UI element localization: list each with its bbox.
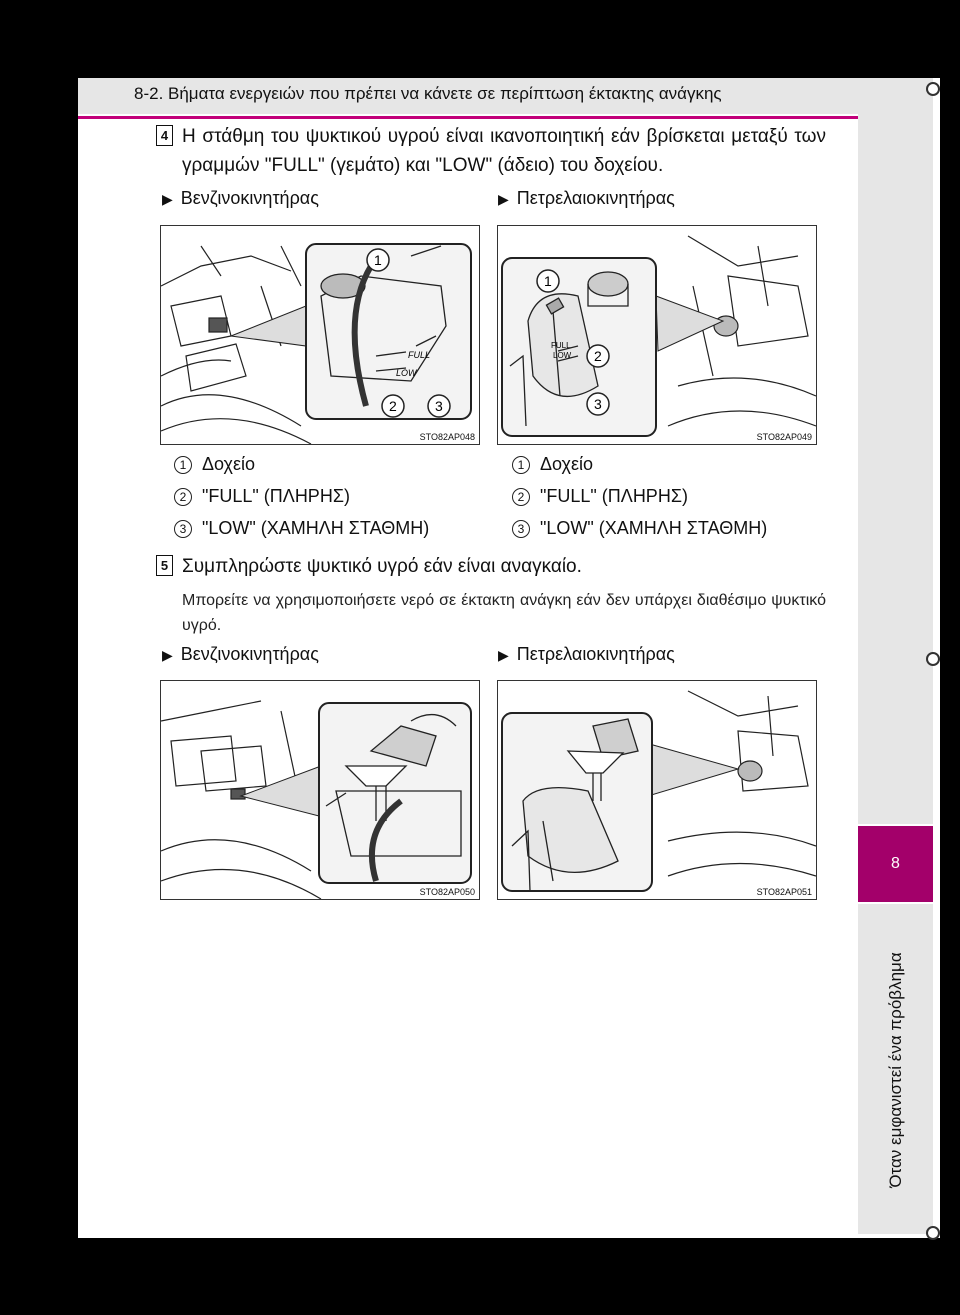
chapter-number-tab[interactable]: 8 (858, 826, 933, 902)
diesel-reservoir-illustration (498, 226, 816, 444)
registration-mark (926, 1226, 940, 1240)
callout-1-diesel (537, 270, 559, 292)
full-mark-label-diesel: FULL (551, 341, 571, 350)
callout-1 (367, 249, 389, 271)
step-5-text: Συμπληρώστε ψυκτικό υγρό εάν είναι αναγκαίο. (182, 556, 582, 577)
petrol-reservoir-illustration (161, 226, 479, 444)
petrol-engine-label-fill: ▶ Βενζινοκινητήρας (162, 644, 319, 664)
legend-item-petrol-3: 3 "LOW" (ΧΑΜΗΛΗ ΣΤΑΘΜΗ) (174, 518, 429, 539)
figure-code: STO82AP050 (419, 887, 475, 897)
figure-petrol-reservoir (160, 225, 480, 445)
triangle-right-icon: ▶ (162, 647, 173, 663)
legend-item-diesel-2: 2 "FULL" (ΠΛΗΡΗΣ) (512, 486, 688, 507)
callout-3-diesel (587, 393, 609, 415)
petrol-fill-illustration (161, 681, 479, 899)
petrol-engine-label: ▶ Βενζινοκινητήρας (162, 188, 319, 208)
header-rule (78, 116, 933, 119)
legend-item-diesel-1: 1 Δοχείο (512, 454, 593, 475)
svg-text:2: 2 (594, 348, 602, 364)
callout-2 (382, 395, 404, 417)
side-tab-top (858, 86, 933, 824)
callout-2-diesel (587, 345, 609, 367)
low-mark-label-diesel: LOW (553, 351, 572, 360)
figure-diesel-reservoir (497, 225, 817, 445)
chapter-title: Όταν εμφανιστεί ένα πρόβλημα (886, 952, 905, 1188)
section-header: 8-2. Βήματα ενεργειών που πρέπει να κάνετε σε περίπτωση έκτακτης ανάγκης (134, 84, 722, 103)
triangle-right-icon: ▶ (498, 191, 509, 207)
registration-mark (926, 652, 940, 666)
diesel-engine-label-fill: ▶ Πετρελαιοκινητήρας (498, 644, 675, 664)
triangle-right-icon: ▶ (162, 191, 173, 207)
triangle-right-icon: ▶ (498, 647, 509, 663)
svg-text:3: 3 (594, 396, 602, 412)
step-4-badge: 4 (156, 125, 173, 146)
svg-text:1: 1 (544, 273, 552, 289)
figure-code: STO82AP048 (419, 432, 475, 442)
diesel-fill-illustration (498, 681, 816, 899)
legend-item-diesel-3: 3 "LOW" (ΧΑΜΗΛΗ ΣΤΑΘΜΗ) (512, 518, 767, 539)
manual-page (78, 78, 940, 1238)
legend-item-petrol-2: 2 "FULL" (ΠΛΗΡΗΣ) (174, 486, 350, 507)
callout-3 (428, 395, 450, 417)
full-mark-label: FULL (408, 350, 431, 360)
low-mark-label: LOW (396, 368, 417, 378)
svg-text:2: 2 (389, 398, 397, 414)
legend-item-petrol-1: 1 Δοχείο (174, 454, 255, 475)
diesel-engine-label: ▶ Πετρελαιοκινητήρας (498, 188, 675, 208)
figure-code: STO82AP049 (756, 432, 812, 442)
svg-text:1: 1 (374, 252, 382, 268)
svg-text:3: 3 (435, 398, 443, 414)
step-5-badge: 5 (156, 555, 173, 576)
figure-code: STO82AP051 (756, 887, 812, 897)
step-4-text: Η στάθμη του ψυκτικού υγρού είναι ικανοποιητική εάν βρίσκεται μεταξύ των γραμμών "FULL" (γεμάτο) και "LOW" (άδειο) του δοχείου. (182, 126, 826, 176)
figure-diesel-fill (497, 680, 817, 900)
figure-petrol-fill (160, 680, 480, 900)
step-5-note: Μπορείτε να χρησιμοποιήσετε νερό σε έκτακτη ανάγκη εάν δεν υπάρχει διαθέσιμο ψυκτικό υγρό. (182, 592, 826, 634)
registration-mark (926, 82, 940, 96)
